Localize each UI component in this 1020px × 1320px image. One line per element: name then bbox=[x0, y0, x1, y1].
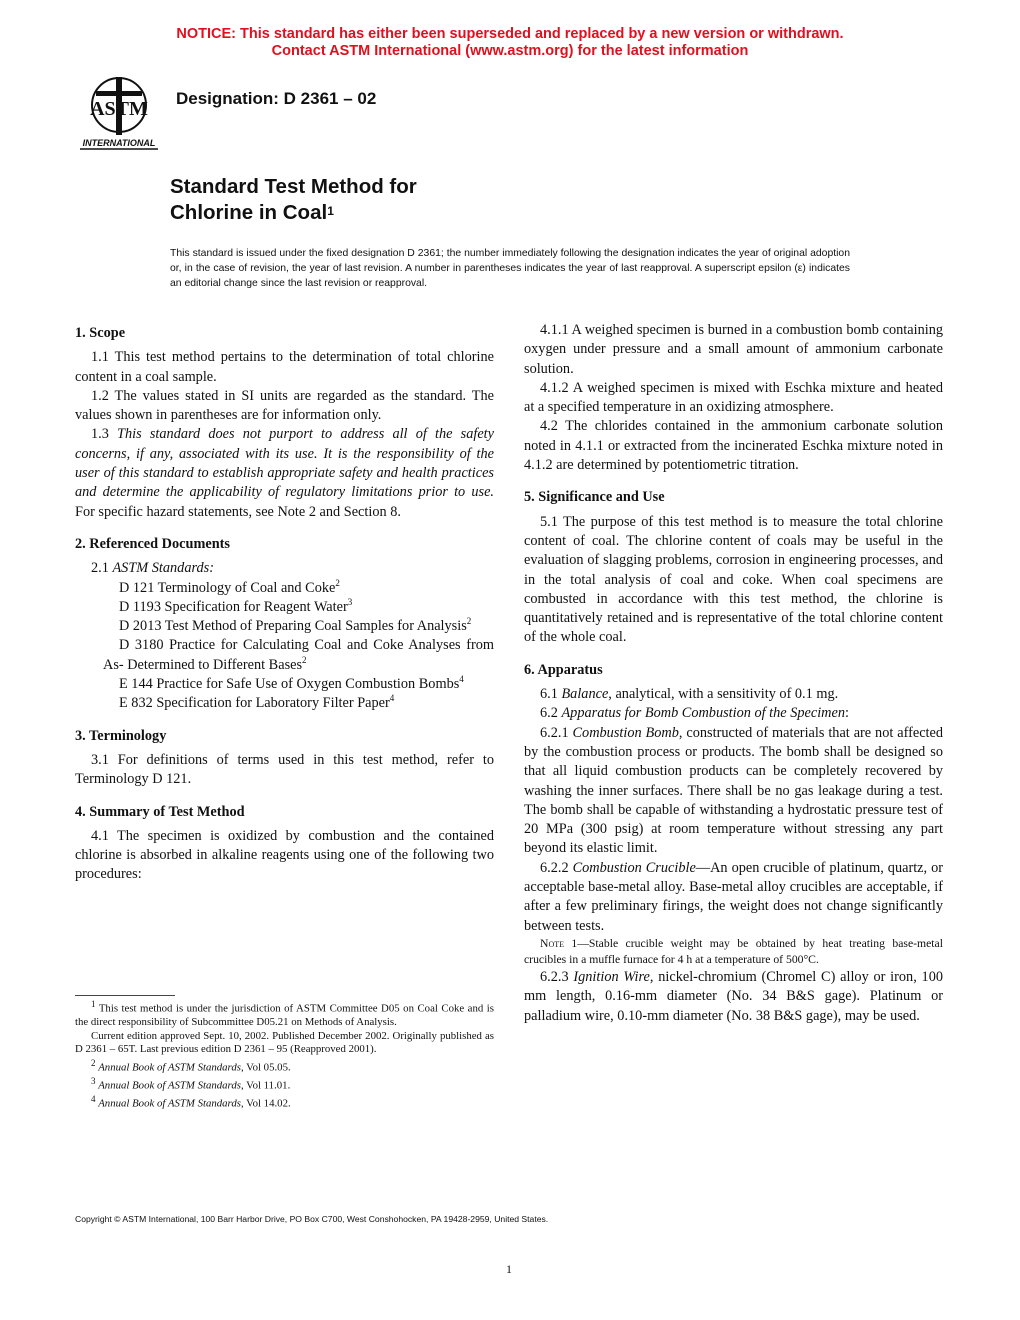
reference-item: D 2013 Test Method of Preparing Coal Samples for Analysis$^2$ bbox=[119, 616, 472, 635]
title-line-1: Standard Test Method for bbox=[170, 175, 417, 198]
heading-summary: 4. Summary of Test Method bbox=[75, 803, 245, 820]
para-4-1-1: 4.1.1 A weighed specimen is burned in a combustion bomb containing oxygen under pressure and a small amount of ammonium carbonate solution. bbox=[524, 322, 943, 377]
reference-item: E 144 Practice for Safe Use of Oxygen Combustion Bombs$^4$ bbox=[119, 674, 464, 693]
notice-banner bbox=[0, 26, 1020, 60]
para-1-2: 1.2 The values stated in SI units are regarded as the standard. The values shown in parentheses are for information only. bbox=[75, 387, 494, 424]
para-3-1: 3.1 For definitions of terms used in this test method, refer to Terminology D 121. bbox=[75, 751, 494, 788]
footnote-divider bbox=[75, 995, 175, 996]
left-column bbox=[75, 321, 494, 885]
para-4-1: 4.1 The specimen is oxidized by combustion and the contained chlorine is absorbed in alkaline reagents using one of the following two procedures: bbox=[75, 827, 494, 883]
footnotes bbox=[75, 995, 494, 1112]
reference-item: D 3180 Practice for Calculating Coal and Coke Analyses from As- Determined to Different Bases$^2$ bbox=[103, 637, 494, 673]
para-5-1: 5.1 The purpose of this test method is to measure the total chlorine content of coal. The chlorine content of coals may be useful in the evaluation of slagging problems, corrosion in engineering processes, and in the total analysis of coal and coke. When coal specimens are combusted in accordance with this test method, the chlorine is quantitatively retained and is representative of the total chlorine content of the whole coal. bbox=[524, 513, 943, 646]
footnote-3: $^3$ Annual Book of ASTM Standards, Vol 11.01. bbox=[91, 1076, 291, 1092]
para-4-1-2: 4.1.2 A weighed specimen is mixed with Eschka mixture and heated at a specified temperature in an oxidizing atmosphere. bbox=[524, 379, 943, 416]
footnote-1b: Current edition approved Sept. 10, 2002. Published December 2002. Originally published as D 2361 – 65T. Last previous edition D 2361 – 95 (Reapproved 2001). bbox=[75, 1029, 494, 1056]
designation: Designation: D 2361 – 02 bbox=[176, 89, 377, 108]
heading-referenced: 2. Referenced Documents bbox=[75, 535, 230, 552]
notice-line-1: NOTICE: This standard has either been superseded and replaced by a new version or withdrawn. bbox=[176, 26, 844, 42]
document-title bbox=[170, 174, 417, 226]
right-column bbox=[524, 321, 943, 1026]
logo-subtext: INTERNATIONAL bbox=[82, 138, 156, 148]
para-1-1: 1.1 This test method pertains to the determination of total chlorine content in a coal sample. bbox=[75, 349, 494, 385]
reference-item: D 1193 Specification for Reagent Water$^3$ bbox=[119, 597, 353, 615]
reference-item: E 832 Specification for Laboratory Filter Paper$^4$ bbox=[119, 693, 395, 712]
para-4-2: 4.2 The chlorides contained in the ammonium carbonate solution noted in 4.1.1 or extracted from the incinerated Eschka mixture noted in 4.1.2 are determined by potentiometric titration. bbox=[524, 418, 943, 474]
reference-item: D 121 Terminology of Coal and Coke$^2$ bbox=[119, 577, 340, 596]
page-number: 1 bbox=[506, 1262, 512, 1276]
intro-paragraph: This standard is issued under the fixed designation D 2361; the number immediately following the designation indicates the year of original adoption or, in the case of revision, the year of last revision. A number in parentheses indicates the year of last reapproval. A superscript epsilon (ε) indicates an editorial change since the last revision or reapproval. bbox=[170, 248, 850, 289]
para-6-2-1: 6.2.1 Combustion Bomb, constructed of materials that are not affected by the combustion process or products. The bomb shall be designed so that all liquid combustion products can be completely recovered by washing the inner surfaces. There shall be no gas leakage during a test. The bomb shall be capable of withstanding a hydrostatic pressure test of 20 MPa (300 psig) at room temperature without stressing any part beyond its elastic limit. bbox=[524, 724, 944, 857]
astm-logo bbox=[74, 73, 164, 153]
para-6-2-3: 6.2.3 Ignition Wire, nickel-chromium (Chromel C) alloy or iron, 100 mm length, 0.16-mm diameter (No. 34 B&S gage). Platinum or palladium wire, 0.10-mm diameter (No. 38 B&S gage), may be used. bbox=[524, 968, 943, 1024]
note-1: Note 1—Stable crucible weight may be obtained by heat treating base-metal crucibles in a muffle furnace for 4 h at a temperature of 500°C. bbox=[524, 936, 943, 966]
heading-significance: 5. Significance and Use bbox=[524, 489, 665, 506]
title-line-2: Chlorine in Coal$^1$ bbox=[170, 201, 334, 224]
footnote-1: $^1$ This test method is under the jurisdiction of ASTM Committee D05 on Coal Coke and is the direct responsibility of Subcommittee D05.21 on Methods of Analysis. bbox=[75, 999, 494, 1029]
notice-line-2: Contact ASTM International (www.astm.org) for the latest information bbox=[271, 43, 749, 59]
para-2-1: 2.1 ASTM Standards: bbox=[91, 560, 214, 577]
footnote-4: $^4$ Annual Book of ASTM Standards, Vol 14.02. bbox=[91, 1094, 291, 1110]
footnote-2: $^2$ Annual Book of ASTM Standards, Vol 05.05. bbox=[91, 1057, 291, 1074]
para-1-3: 1.3 This standard does not purport to address all of the safety concerns, if any, associated with its use. It is the responsibility of the user of this standard to establish appropriate safety and health practices and determine the applicability of regulatory limitations prior to use. For specific hazard statements, see Note 2 and Section 8. bbox=[75, 426, 494, 520]
heading-scope: 1. Scope bbox=[75, 325, 126, 341]
heading-apparatus: 6. Apparatus bbox=[524, 661, 603, 678]
copyright: Copyright © ASTM International, 100 Barr Harbor Drive, PO Box C700, West Conshohocken, PA 19428-2959, United States. bbox=[75, 1214, 549, 1224]
para-6-2: 6.2 Apparatus for Bomb Combustion of the Specimen: bbox=[540, 705, 849, 722]
para-6-1: 6.1 Balance, analytical, with a sensitivity of 0.1 mg. bbox=[540, 686, 839, 703]
para-6-2-2: 6.2.2 Combustion Crucible—An open crucible of platinum, quartz, or acceptable base-metal alloy. Base-metal alloy crucibles are acceptable, if after a few preliminary firings, the weight does not change significantly between tests. bbox=[524, 859, 944, 934]
logo-text: ASTM bbox=[90, 98, 148, 120]
heading-terminology: 3. Terminology bbox=[75, 727, 167, 744]
